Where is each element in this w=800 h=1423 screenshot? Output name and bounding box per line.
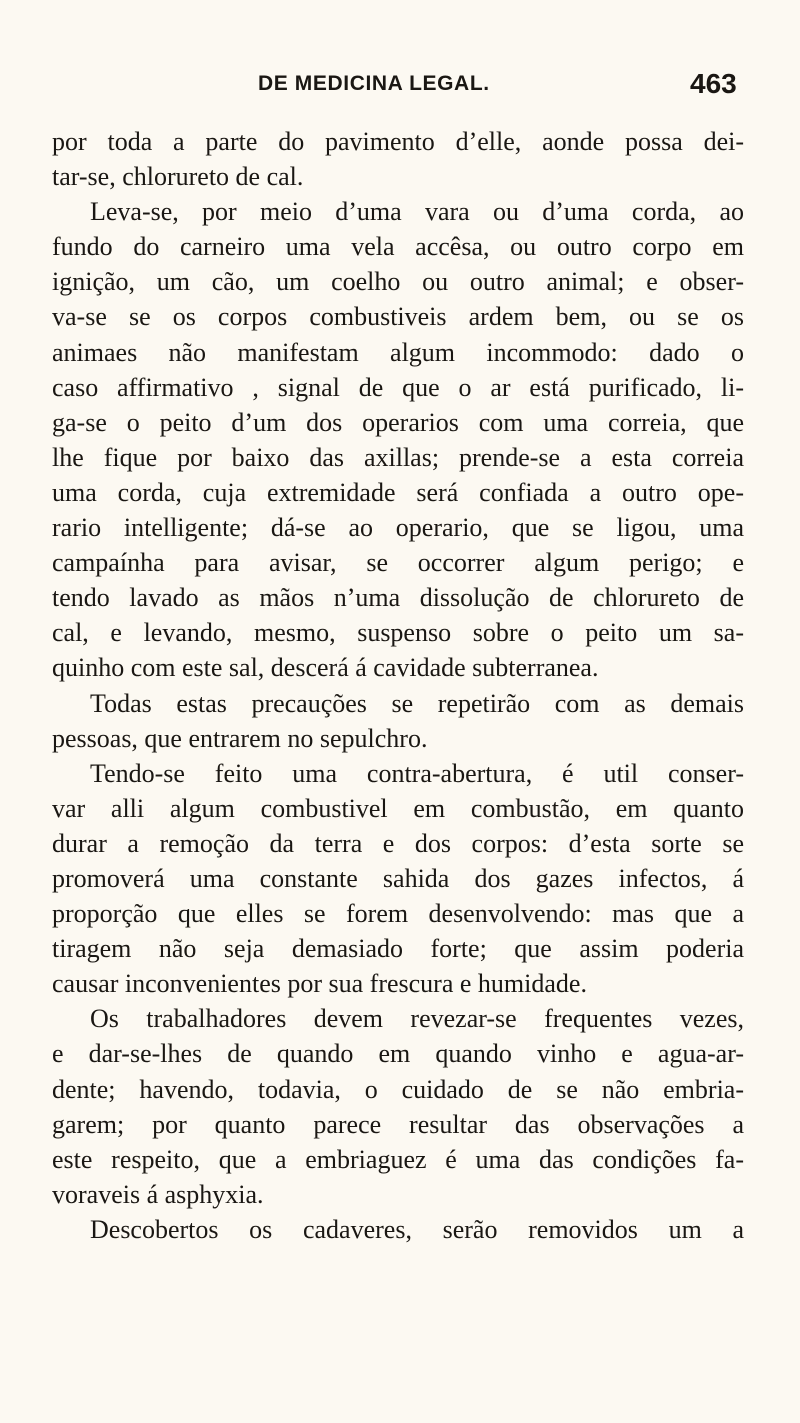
- text-line: fundo do carneiro uma vela accêsa, ou outro corpo em: [52, 232, 744, 262]
- text-line: Todas estas precauções se repetirão com as demais: [90, 688, 744, 718]
- text-line: uma corda, cuja extremidade será confiada a outro ope-: [52, 477, 744, 507]
- text-line: proporção que elles se forem desenvolvendo: mas que a: [52, 899, 744, 929]
- text-line: Leva-se, por meio d’uma vara ou d’uma corda, ao: [90, 197, 744, 227]
- text-line: ga-se o peito d’um dos operarios com uma correia, que: [52, 407, 744, 437]
- text-line: rario intelligente; dá-se ao operario, que se ligou, uma: [52, 513, 744, 543]
- running-title: DE MEDICINA LEGAL.: [258, 72, 490, 95]
- text-line: cal, e levando, mesmo, suspenso sobre o peito um sa-: [52, 618, 744, 648]
- text-line: pessoas, que entrarem no sepulchro.: [52, 723, 428, 753]
- text-line: promoverá uma constante sahida dos gazes infectos, á: [52, 863, 744, 893]
- text-line: tendo lavado as mãos n’uma dissolução de chlorureto de: [52, 583, 744, 613]
- text-line: quinho com este sal, descerá á cavidade subterranea.: [52, 653, 599, 683]
- text-line: este respeito, que a embriaguez é uma das condições fa-: [52, 1144, 744, 1174]
- page-number: 463: [690, 68, 737, 99]
- text-line: Descobertos os cadaveres, serão removidos um a: [90, 1214, 744, 1244]
- text-line: garem; por quanto parece resultar das observações a: [52, 1109, 744, 1139]
- text-line: campaínha para avisar, se occorrer algum perigo; e: [52, 548, 744, 578]
- text-line: tar-se, chlorureto de cal.: [52, 162, 304, 192]
- text-line: var alli algum combustivel em combustão, em quanto: [52, 793, 744, 823]
- text-line: ignição, um cão, um coelho ou outro animal; e obser-: [52, 267, 744, 297]
- text-line: lhe fique por baixo das axillas; prende-se a esta correia: [52, 442, 744, 472]
- text-line: e dar-se-lhes de quando em quando vinho e agua-ar-: [52, 1039, 744, 1069]
- text-line: dente; havendo, todavia, o cuidado de se não embria-: [52, 1074, 744, 1104]
- text-line: Tendo-se feito uma contra-abertura, é util conser-: [90, 758, 744, 788]
- text-line: caso affirmativo , signal de que o ar está purificado, li-: [52, 372, 744, 402]
- text-line: por toda a parte do pavimento d’elle, aonde possa dei-: [52, 127, 744, 156]
- running-head: [0, 68, 800, 104]
- text-line: tiragem não seja demasiado forte; que assim poderia: [52, 934, 744, 964]
- text-line: animaes não manifestam algum incommodo: dado o: [52, 337, 744, 367]
- text-line: durar a remoção da terra e dos corpos: d’esta sorte se: [52, 828, 744, 858]
- text-line: voraveis á asphyxia.: [52, 1179, 264, 1209]
- text-line: Os trabalhadores devem revezar-se frequentes vezes,: [90, 1004, 744, 1034]
- text-line: causar inconvenientes por sua frescura e humidade.: [52, 969, 587, 999]
- text-line: va-se se os corpos combustiveis ardem bem, ou se os: [52, 302, 744, 332]
- body-text: [52, 124, 744, 1247]
